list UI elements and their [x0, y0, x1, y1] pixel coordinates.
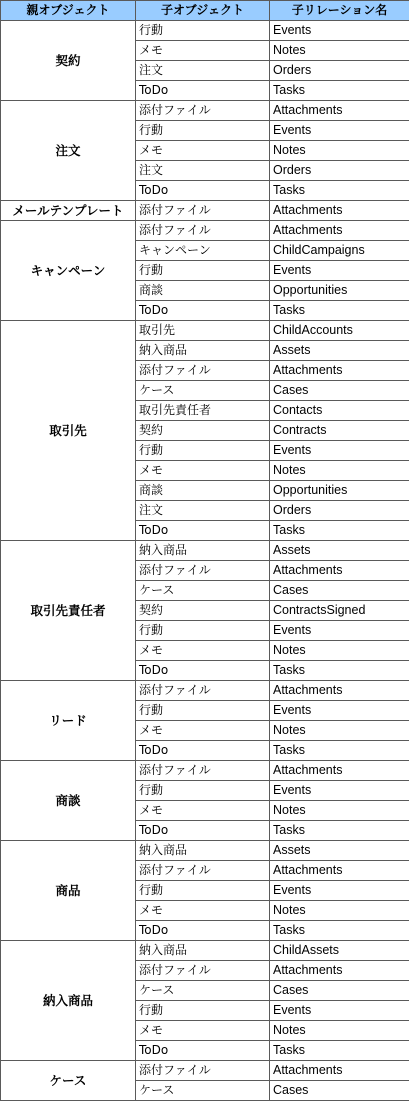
child-object-cell: メモ — [136, 41, 270, 61]
child-object-cell: メモ — [136, 801, 270, 821]
child-object-cell: 行動 — [136, 261, 270, 281]
child-relationship-cell: Tasks — [270, 661, 409, 681]
child-relationship-cell: Attachments — [270, 761, 409, 781]
child-object-cell: メモ — [136, 1021, 270, 1041]
table-row — [1, 21, 409, 41]
parent-object-cell: 納入商品 — [1, 941, 136, 1061]
child-relationship-cell: Assets — [270, 341, 409, 361]
child-relationship-cell: Opportunities — [270, 481, 409, 501]
child-object-cell: メモ — [136, 461, 270, 481]
child-object-cell: 行動 — [136, 441, 270, 461]
table-row — [1, 321, 409, 341]
child-relationship-cell: Orders — [270, 161, 409, 181]
table-row — [1, 101, 409, 121]
child-object-cell: ToDo — [136, 741, 270, 761]
child-relationship-cell: Notes — [270, 141, 409, 161]
child-object-cell: 注文 — [136, 501, 270, 521]
table-body — [1, 21, 409, 1101]
child-relationship-cell: Attachments — [270, 101, 409, 121]
table-row — [1, 221, 409, 241]
child-relationship-cell: Attachments — [270, 681, 409, 701]
child-relationship-cell: Tasks — [270, 81, 409, 101]
child-relationship-cell: Tasks — [270, 821, 409, 841]
child-relationship-cell: Attachments — [270, 1061, 409, 1081]
parent-object-cell: ケース — [1, 1061, 136, 1101]
child-relationship-cell: Events — [270, 881, 409, 901]
child-relationship-cell: Attachments — [270, 221, 409, 241]
child-object-cell: 添付ファイル — [136, 1061, 270, 1081]
child-object-cell: 添付ファイル — [136, 101, 270, 121]
child-object-cell: ToDo — [136, 921, 270, 941]
child-relationship-cell: Events — [270, 121, 409, 141]
child-relationship-cell: Tasks — [270, 1041, 409, 1061]
child-object-cell: ケース — [136, 1081, 270, 1101]
child-relationship-header: 子リレーション名 — [270, 1, 409, 21]
child-relationship-cell: Events — [270, 21, 409, 41]
table-row — [1, 681, 409, 701]
child-object-cell: ケース — [136, 381, 270, 401]
child-object-cell: 添付ファイル — [136, 201, 270, 221]
parent-object-cell: 取引先責任者 — [1, 541, 136, 681]
child-object-cell: 商談 — [136, 481, 270, 501]
child-relationship-cell: Attachments — [270, 361, 409, 381]
parent-object-cell: キャンペーン — [1, 221, 136, 321]
child-relationship-cell: Notes — [270, 1021, 409, 1041]
child-relationship-cell: Notes — [270, 721, 409, 741]
child-relationship-cell: Notes — [270, 461, 409, 481]
child-relationship-cell: Tasks — [270, 301, 409, 321]
table-row — [1, 941, 409, 961]
child-relationship-cell: Events — [270, 621, 409, 641]
child-relationship-cell: Cases — [270, 981, 409, 1001]
child-object-cell: 納入商品 — [136, 841, 270, 861]
child-relationship-cell: Attachments — [270, 561, 409, 581]
child-object-cell: 納入商品 — [136, 341, 270, 361]
child-object-cell: 注文 — [136, 61, 270, 81]
child-object-cell: 注文 — [136, 161, 270, 181]
table-row — [1, 761, 409, 781]
child-object-cell: メモ — [136, 901, 270, 921]
child-object-cell: メモ — [136, 721, 270, 741]
child-relationship-cell: Events — [270, 1001, 409, 1021]
child-object-cell: 添付ファイル — [136, 681, 270, 701]
child-relationship-cell: Cases — [270, 1081, 409, 1101]
child-object-cell: ToDo — [136, 301, 270, 321]
child-object-cell: 契約 — [136, 601, 270, 621]
child-object-cell: メモ — [136, 641, 270, 661]
header-row — [1, 1, 409, 21]
table-row — [1, 541, 409, 561]
child-object-cell: 添付ファイル — [136, 221, 270, 241]
child-object-cell: 納入商品 — [136, 941, 270, 961]
child-relationship-cell: Contracts — [270, 421, 409, 441]
child-object-cell: ToDo — [136, 521, 270, 541]
child-relationship-cell: Cases — [270, 381, 409, 401]
child-relationship-cell: Events — [270, 701, 409, 721]
child-object-cell: 添付ファイル — [136, 961, 270, 981]
child-object-cell: 添付ファイル — [136, 861, 270, 881]
child-relationship-cell: ChildAccounts — [270, 321, 409, 341]
child-relationship-cell: Notes — [270, 41, 409, 61]
child-relationship-cell: Attachments — [270, 201, 409, 221]
child-object-cell: 取引先責任者 — [136, 401, 270, 421]
child-relationship-cell: Contacts — [270, 401, 409, 421]
child-relationship-cell: Notes — [270, 641, 409, 661]
child-relationship-cell: Notes — [270, 801, 409, 821]
child-relationship-cell: Tasks — [270, 921, 409, 941]
child-object-cell: 行動 — [136, 781, 270, 801]
child-relationship-cell: Orders — [270, 501, 409, 521]
parent-object-header: 親オブジェクト — [1, 1, 136, 21]
child-object-cell: ToDo — [136, 181, 270, 201]
parent-object-cell: 商談 — [1, 761, 136, 841]
child-object-header: 子オブジェクト — [136, 1, 270, 21]
child-object-cell: ケース — [136, 981, 270, 1001]
parent-object-cell: 注文 — [1, 101, 136, 201]
child-object-cell: ToDo — [136, 1041, 270, 1061]
child-relationship-cell: Tasks — [270, 521, 409, 541]
parent-object-cell: 取引先 — [1, 321, 136, 541]
child-relationship-cell: Events — [270, 261, 409, 281]
child-relationship-cell: Attachments — [270, 961, 409, 981]
child-object-cell: 契約 — [136, 421, 270, 441]
child-relationship-cell: Tasks — [270, 741, 409, 761]
child-relationship-cell: Orders — [270, 61, 409, 81]
child-relationship-cell: Events — [270, 781, 409, 801]
child-relationship-cell: Events — [270, 441, 409, 461]
parent-object-cell: リード — [1, 681, 136, 761]
child-object-cell: 行動 — [136, 621, 270, 641]
table-header — [1, 1, 409, 21]
child-relationship-cell: ContractsSigned — [270, 601, 409, 621]
child-object-cell: 行動 — [136, 21, 270, 41]
child-object-cell: 添付ファイル — [136, 761, 270, 781]
table-row — [1, 1061, 409, 1081]
child-object-cell: 取引先 — [136, 321, 270, 341]
child-relationship-cell: Assets — [270, 841, 409, 861]
parent-object-cell: メールテンプレート — [1, 201, 136, 221]
table-row — [1, 841, 409, 861]
child-relationship-cell: Cases — [270, 581, 409, 601]
child-relationship-cell: ChildAssets — [270, 941, 409, 961]
child-relationship-cell: ChildCampaigns — [270, 241, 409, 261]
child-relationship-cell: Opportunities — [270, 281, 409, 301]
child-object-cell: 行動 — [136, 701, 270, 721]
child-object-cell: 納入商品 — [136, 541, 270, 561]
child-relationship-cell: Tasks — [270, 181, 409, 201]
child-object-cell: メモ — [136, 141, 270, 161]
child-relationship-cell: Attachments — [270, 861, 409, 881]
parent-object-cell: 契約 — [1, 21, 136, 101]
child-object-cell: 行動 — [136, 121, 270, 141]
child-object-cell: ToDo — [136, 661, 270, 681]
child-object-cell: ケース — [136, 581, 270, 601]
child-relationship-cell: Notes — [270, 901, 409, 921]
parent-object-cell: 商品 — [1, 841, 136, 941]
table-row — [1, 201, 409, 221]
child-object-cell: 添付ファイル — [136, 561, 270, 581]
child-relationship-cell: Assets — [270, 541, 409, 561]
child-object-cell: ToDo — [136, 81, 270, 101]
child-object-cell: 商談 — [136, 281, 270, 301]
child-object-cell: 行動 — [136, 881, 270, 901]
child-object-cell: ToDo — [136, 821, 270, 841]
child-object-cell: 行動 — [136, 1001, 270, 1021]
child-object-cell: キャンペーン — [136, 241, 270, 261]
child-object-cell: 添付ファイル — [136, 361, 270, 381]
